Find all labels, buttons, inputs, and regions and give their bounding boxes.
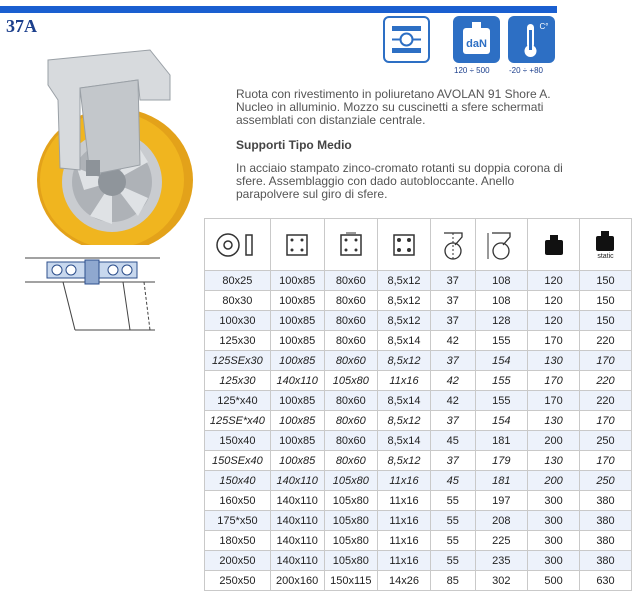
- table-cell: 105x80: [324, 491, 378, 511]
- table-row: [205, 291, 632, 311]
- table-cell: 150x40: [205, 431, 271, 451]
- table-cell: 14x26: [378, 571, 431, 591]
- table-cell: 630: [579, 571, 631, 591]
- table-cell: 11x16: [378, 371, 431, 391]
- table-cell: 100x85: [270, 291, 324, 311]
- table-cell: 80x60: [324, 311, 378, 331]
- support-description: In acciaio stampato zinco-cromato rotanti su doppia corona di sfere. Assemblaggio con dado autobloccante. Anello parapolvere sul giro di sfere.: [236, 161, 563, 201]
- table-cell: 380: [579, 551, 631, 571]
- offset-icon: [430, 219, 475, 271]
- table-cell: 300: [528, 531, 580, 551]
- caster-wheel-image: [20, 40, 220, 245]
- table-cell: 200x160: [270, 571, 324, 591]
- table-row: [205, 511, 632, 531]
- table-cell: 100x85: [270, 271, 324, 291]
- table-cell: 155: [475, 371, 527, 391]
- table-cell: 55: [430, 491, 475, 511]
- table-cell: 100x85: [270, 311, 324, 331]
- table-cell: 37: [430, 351, 475, 371]
- temperature-range: -20 ÷ +80: [509, 66, 543, 75]
- static-load-icon: [579, 219, 631, 271]
- mounting-plate-drawing: [25, 252, 160, 332]
- table-cell: 220: [579, 391, 631, 411]
- table-cell: 8,5x12: [378, 451, 431, 471]
- table-cell: 8,5x12: [378, 411, 431, 431]
- top-accent-bar: [0, 6, 557, 13]
- table-cell: 130: [528, 411, 580, 431]
- table-cell: 300: [528, 491, 580, 511]
- table-cell: 380: [579, 491, 631, 511]
- spec-table-header: [205, 219, 632, 271]
- table-cell: 300: [528, 551, 580, 571]
- table-cell: 500: [528, 571, 580, 591]
- table-cell: 85: [430, 571, 475, 591]
- table-cell: 80x60: [324, 271, 378, 291]
- table-cell: 180x50: [205, 531, 271, 551]
- table-cell: 220: [579, 371, 631, 391]
- table-cell: 42: [430, 331, 475, 351]
- thermometer-icon: [508, 16, 555, 63]
- table-row: [205, 451, 632, 471]
- table-cell: 140x110: [270, 551, 324, 571]
- table-cell: 108: [475, 271, 527, 291]
- table-cell: 130: [528, 351, 580, 371]
- table-cell: 150x40: [205, 471, 271, 491]
- dynamic-load-icon: [528, 219, 580, 271]
- table-cell: 37: [430, 291, 475, 311]
- table-cell: 170: [528, 331, 580, 351]
- table-cell: 55: [430, 531, 475, 551]
- load-icon-label: daN: [466, 38, 487, 50]
- table-cell: 8,5x12: [378, 351, 431, 371]
- table-cell: 100x85: [270, 391, 324, 411]
- table-cell: 100x85: [270, 351, 324, 371]
- table-row: [205, 331, 632, 351]
- table-cell: 160x50: [205, 491, 271, 511]
- table-cell: 125SEx30: [205, 351, 271, 371]
- plate-size-icon: [270, 219, 324, 271]
- table-cell: 140x110: [270, 511, 324, 531]
- table-cell: 105x80: [324, 551, 378, 571]
- table-cell: 45: [430, 431, 475, 451]
- table-row: [205, 411, 632, 431]
- table-cell: 100x30: [205, 311, 271, 331]
- table-cell: 302: [475, 571, 527, 591]
- table-cell: 150x115: [324, 571, 378, 591]
- table-cell: 140x110: [270, 471, 324, 491]
- table-cell: 200: [528, 471, 580, 491]
- load-weight-icon: [453, 16, 500, 63]
- table-cell: 125x30: [205, 331, 271, 351]
- table-cell: 181: [475, 431, 527, 451]
- table-cell: 150: [579, 271, 631, 291]
- table-cell: 181: [475, 471, 527, 491]
- table-cell: 170: [579, 451, 631, 471]
- wheel-description: Ruota con rivestimento in poliuretano AVOLAN 91 Shore A. Nucleo in alluminio. Mozzo su cuscinetti a sfere schermati assemblati con distanziale centrale.: [236, 87, 551, 127]
- table-cell: 45: [430, 471, 475, 491]
- table-cell: 250: [579, 471, 631, 491]
- table-cell: 125*x40: [205, 391, 271, 411]
- table-cell: 100x85: [270, 411, 324, 431]
- table-cell: 105x80: [324, 471, 378, 491]
- table-row: [205, 471, 632, 491]
- table-cell: 128: [475, 311, 527, 331]
- table-row: [205, 271, 632, 291]
- table-cell: 42: [430, 371, 475, 391]
- table-cell: 197: [475, 491, 527, 511]
- table-cell: 108: [475, 291, 527, 311]
- table-cell: 170: [528, 391, 580, 411]
- table-row: [205, 431, 632, 451]
- product-code: 37A: [6, 16, 37, 36]
- table-cell: 100x85: [270, 331, 324, 351]
- table-cell: 55: [430, 511, 475, 531]
- table-cell: 140x110: [270, 531, 324, 551]
- table-cell: 220: [579, 331, 631, 351]
- load-range: 120 ÷ 500: [454, 66, 490, 75]
- table-cell: 150: [579, 291, 631, 311]
- table-cell: 8,5x14: [378, 431, 431, 451]
- table-cell: 11x16: [378, 491, 431, 511]
- table-cell: 80x25: [205, 271, 271, 291]
- table-cell: 80x60: [324, 331, 378, 351]
- table-cell: 8,5x12: [378, 311, 431, 331]
- table-row: [205, 371, 632, 391]
- table-cell: 80x60: [324, 431, 378, 451]
- table-cell: 80x60: [324, 391, 378, 411]
- table-cell: 179: [475, 451, 527, 471]
- temperature-unit: C°: [539, 22, 549, 31]
- table-cell: 42: [430, 391, 475, 411]
- table-cell: 225: [475, 531, 527, 551]
- table-cell: 170: [579, 351, 631, 371]
- table-cell: 120: [528, 271, 580, 291]
- bolt-hole-icon: [378, 219, 431, 271]
- table-cell: 11x16: [378, 531, 431, 551]
- table-cell: 208: [475, 511, 527, 531]
- table-row: [205, 391, 632, 411]
- table-cell: 105x80: [324, 371, 378, 391]
- table-cell: 154: [475, 411, 527, 431]
- table-row: [205, 311, 632, 331]
- table-row: [205, 571, 632, 591]
- table-cell: 120: [528, 311, 580, 331]
- table-cell: 80x60: [324, 451, 378, 471]
- table-cell: 130: [528, 451, 580, 471]
- table-cell: 154: [475, 351, 527, 371]
- table-cell: 80x60: [324, 351, 378, 371]
- table-cell: 125x30: [205, 371, 271, 391]
- table-cell: 125SE*x40: [205, 411, 271, 431]
- table-cell: 37: [430, 451, 475, 471]
- table-cell: 8,5x12: [378, 291, 431, 311]
- table-cell: 37: [430, 271, 475, 291]
- support-title: Supporti Tipo Medio: [236, 138, 352, 152]
- table-cell: 300: [528, 511, 580, 531]
- table-cell: 155: [475, 331, 527, 351]
- table-cell: 380: [579, 511, 631, 531]
- table-cell: 170: [528, 371, 580, 391]
- wheel-size-icon: [205, 219, 271, 271]
- table-cell: 150: [579, 311, 631, 331]
- table-cell: 235: [475, 551, 527, 571]
- table-cell: 380: [579, 531, 631, 551]
- table-row: [205, 491, 632, 511]
- table-cell: 250x50: [205, 571, 271, 591]
- table-cell: 200: [528, 431, 580, 451]
- table-row: [205, 531, 632, 551]
- table-cell: 140x110: [270, 371, 324, 391]
- table-cell: 100x85: [270, 451, 324, 471]
- table-cell: 8,5x14: [378, 391, 431, 411]
- static-label: static: [597, 252, 614, 260]
- table-cell: 170: [579, 411, 631, 431]
- table-cell: 8,5x12: [378, 271, 431, 291]
- table-cell: 105x80: [324, 531, 378, 551]
- table-cell: 8,5x14: [378, 331, 431, 351]
- table-cell: 140x110: [270, 491, 324, 511]
- table-cell: 175*x50: [205, 511, 271, 531]
- table-cell: 11x16: [378, 511, 431, 531]
- table-cell: 80x30: [205, 291, 271, 311]
- table-cell: 200x50: [205, 551, 271, 571]
- table-cell: 55: [430, 551, 475, 571]
- table-cell: 11x16: [378, 471, 431, 491]
- table-cell: 120: [528, 291, 580, 311]
- table-cell: 37: [430, 311, 475, 331]
- table-cell: 100x85: [270, 431, 324, 451]
- table-row: [205, 351, 632, 371]
- spec-table: [204, 218, 632, 591]
- ball-bearing-icon: [383, 16, 430, 63]
- table-cell: 105x80: [324, 511, 378, 531]
- table-cell: 11x16: [378, 551, 431, 571]
- hole-spacing-icon: [324, 219, 378, 271]
- table-cell: 80x60: [324, 411, 378, 431]
- table-cell: 37: [430, 411, 475, 431]
- table-cell: 250: [579, 431, 631, 451]
- table-row: [205, 551, 632, 571]
- table-cell: 155: [475, 391, 527, 411]
- table-cell: 150SEx40: [205, 451, 271, 471]
- table-cell: 80x60: [324, 291, 378, 311]
- total-height-icon: [475, 219, 527, 271]
